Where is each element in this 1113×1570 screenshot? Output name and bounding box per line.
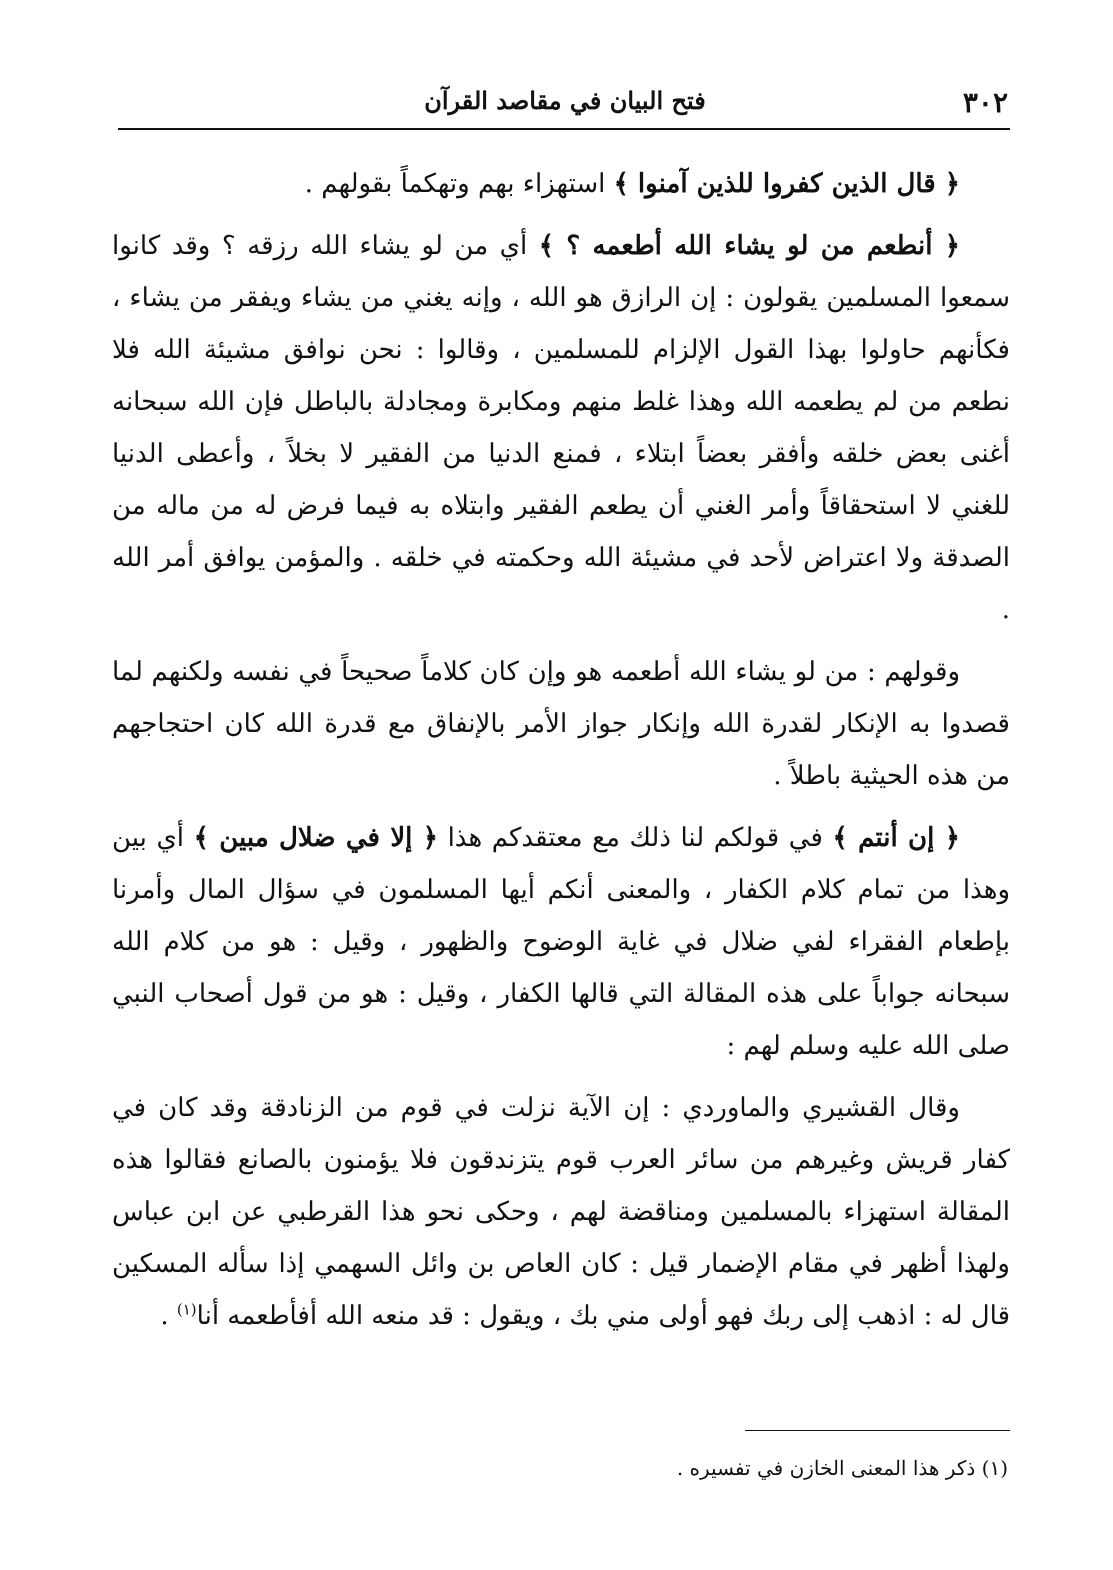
quran-quote: ﴿ إن أنتم ﴾ bbox=[832, 823, 960, 853]
running-title: فتح البيان في مقاصد القرآن bbox=[424, 86, 706, 115]
paragraph-4 bbox=[112, 812, 1010, 1072]
paragraph-text: . bbox=[160, 1301, 177, 1331]
paragraph-text: في قولكم لنا ذلك مع معتقدكم هذا bbox=[438, 823, 833, 853]
page-number: ٣٠٢ bbox=[962, 86, 1008, 119]
footnote-reference: (١) bbox=[176, 1300, 197, 1319]
page-header bbox=[122, 82, 1008, 126]
footnote bbox=[110, 1448, 1008, 1488]
paragraph-text: وقال القشيري والماوردي : إن الآية نزلت في قوم من الزنادقة وقد كان في كفار قريش وغيرهم من سائر العرب قوم يتزندقون فلا يؤمنون بالصانع فقالوا هذه المقالة استهزاء بالمسلمين ومناقضة لهم ، وحكى نحو هذا القرطبي عن ابن عباس ولهذا أظهر في مقام الإضمار قيل : كان العاص بن وائل السهمي إذا سأله المسكين قال له : اذهب إلى ربك فهو أولى مني بك ، ويقول : قد منعه الله أفأطعمه أنا bbox=[112, 1093, 1010, 1331]
paragraph-1 bbox=[112, 158, 1010, 210]
footnote-marker: (١) bbox=[981, 1456, 1008, 1480]
paragraph-text: وقولهم : من لو يشاء الله أطعمه هو وإن كان كلاماً صحيحاً في نفسه ولكنهم لما قصدوا به الإنكار لقدرة الله وإنكار جواز الأمر بالإنفاق مع قدرة الله كان احتجاجهم من هذه الحيثية باطلاً . bbox=[112, 657, 1010, 791]
footnote-rule bbox=[745, 1430, 1010, 1431]
paragraph-text: استهزاء بهم وتهكماً بقولهم . bbox=[304, 169, 614, 199]
paragraph-2 bbox=[112, 220, 1010, 636]
footnote-text: ذكر هذا المعنى الخازن في تفسيره . bbox=[676, 1456, 982, 1480]
quran-quote: ﴿ أنطعم من لو يشاء الله أطعمه ؟ ﴾ bbox=[538, 231, 961, 261]
quran-quote: ﴿ إلا في ضلال مبين ﴾ bbox=[193, 823, 438, 853]
header-rule bbox=[118, 128, 1010, 130]
paragraph-text: أي من لو يشاء الله رزقه ؟ وقد كانوا سمعوا المسلمين يقولون : إن الرازق هو الله ، وإنه يغني من يشاء ويفقر من يشاء ، فكأنهم حاولوا بهذا القول الإلزام للمسلمين ، وقالوا : نحن نوافق مشيئة الله فلا نطعم من لم يطعمه الله وهذا غلط منهم ومكابرة ومجادلة بالباطل فإن الله سبحانه أغنى بعض خلقه وأفقر بعضاً ابتلاء ، فمنع الدنيا من الفقير لا بخلاً ، وأعطى الدنيا للغني لا استحقاقاً وأمر الغني أن يطعم الفقير وابتلاه به فيما فرض له من ماله من الصدقة ولا اعتراض لأحد في مشيئة الله وحكمته في خلقه . والمؤمن يوافق أمر الله . bbox=[112, 231, 1010, 625]
paragraph-3 bbox=[112, 646, 1010, 802]
paragraph-text: أي بين وهذا من تمام كلام الكفار ، والمعنى أنكم أيها المسلمون في سؤال المال وأمرنا بإطعام الفقراء لفي ضلال في غاية الوضوح والظهور ، وقيل : هو من كلام الله سبحانه جواباً على هذه المقالة التي قالها الكفار ، وقيل : هو من قول أصحاب النبي صلى الله عليه وسلم لهم : bbox=[112, 823, 1010, 1061]
main-text bbox=[112, 158, 1010, 1342]
quran-quote: ﴿ قال الذين كفروا للذين آمنوا ﴾ bbox=[613, 169, 960, 199]
paragraph-5 bbox=[112, 1082, 1010, 1342]
